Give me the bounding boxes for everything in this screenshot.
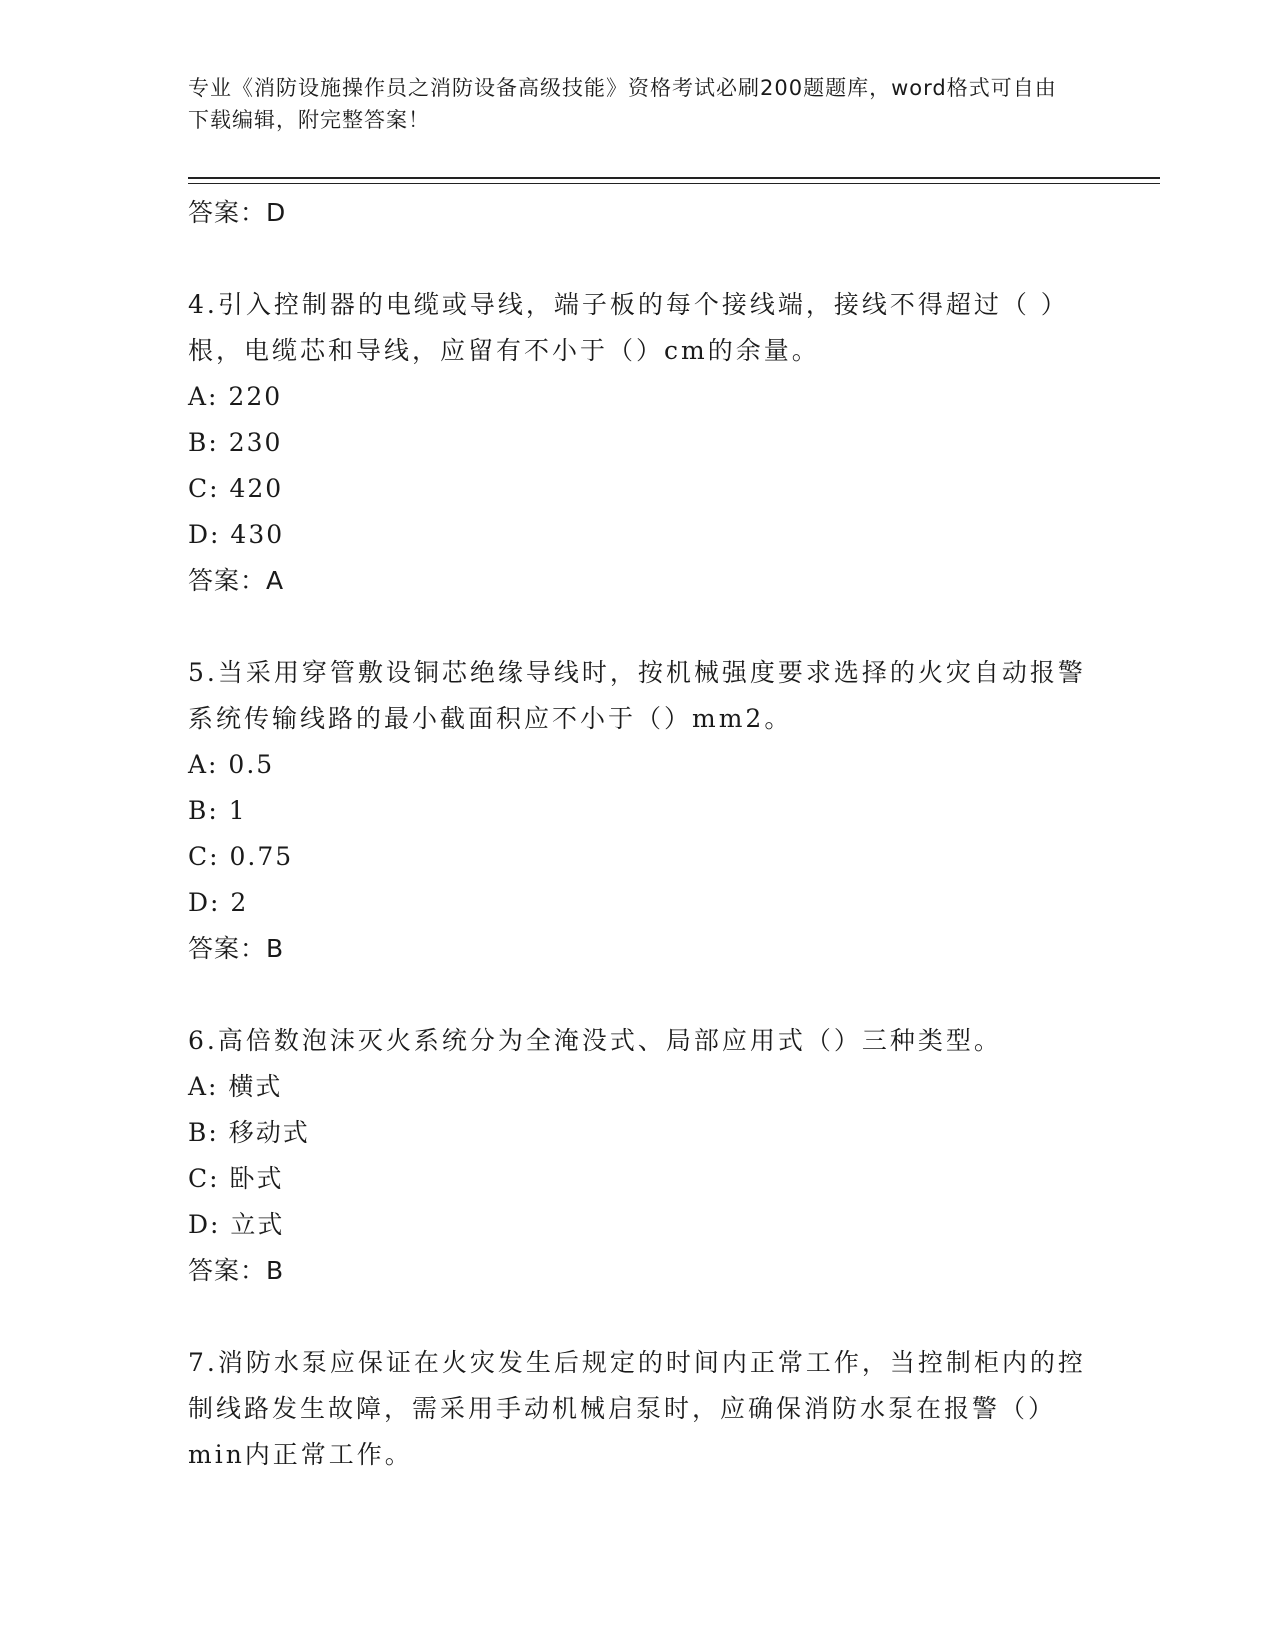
question-text: 4.引入控制器的电缆或导线，端子板的每个接线端，接线不得超过（ ）根，电缆芯和导线，应留有不小于（）cm的余量。 xyxy=(188,290,1069,365)
answer-line: 答案：D xyxy=(188,198,287,227)
option-c: C: 卧式 xyxy=(188,1164,284,1193)
option-a: A: 220 xyxy=(188,382,283,411)
document-header: 专业《消防设施操作员之消防设备高级技能》资格考试必刷200题题库，word格式可自由下载编辑，附完整答案！ xyxy=(188,76,1057,132)
option-a: A: 横式 xyxy=(188,1072,283,1101)
question-text: 6.高倍数泡沫灭火系统分为全淹没式、局部应用式（）三种类型。 xyxy=(188,1026,1002,1055)
header-divider-thick xyxy=(188,177,1160,179)
question-text: 5.当采用穿管敷设铜芯绝缘导线时，按机械强度要求选择的火灾自动报警系统传输线路的最小截面积应不小于（）mm2。 xyxy=(188,658,1086,733)
option-a: A: 0.5 xyxy=(188,750,275,779)
spacer xyxy=(188,236,1088,282)
document-body xyxy=(188,190,1088,1478)
option-d: D: 430 xyxy=(188,520,285,549)
question-text: 7.消防水泵应保证在火灾发生后规定的时间内正常工作，当控制柜内的控制线路发生故障，需采用手动机械启泵时，应确保消防水泵在报警（）min内正常工作。 xyxy=(188,1348,1086,1469)
answer-line: 答案：B xyxy=(188,1256,285,1285)
answer-line: 答案：A xyxy=(188,566,285,595)
option-d: D: 2 xyxy=(188,888,249,917)
header-divider-thin xyxy=(188,183,1160,184)
option-b: B: 移动式 xyxy=(188,1118,310,1147)
option-d: D: 立式 xyxy=(188,1210,285,1239)
answer-line: 答案：B xyxy=(188,934,285,963)
option-b: B: 1 xyxy=(188,796,247,825)
spacer xyxy=(188,1294,1088,1340)
spacer xyxy=(188,972,1088,1018)
option-c: C: 0.75 xyxy=(188,842,294,871)
option-b: B: 230 xyxy=(188,428,283,457)
option-c: C: 420 xyxy=(188,474,284,503)
spacer xyxy=(188,604,1088,650)
